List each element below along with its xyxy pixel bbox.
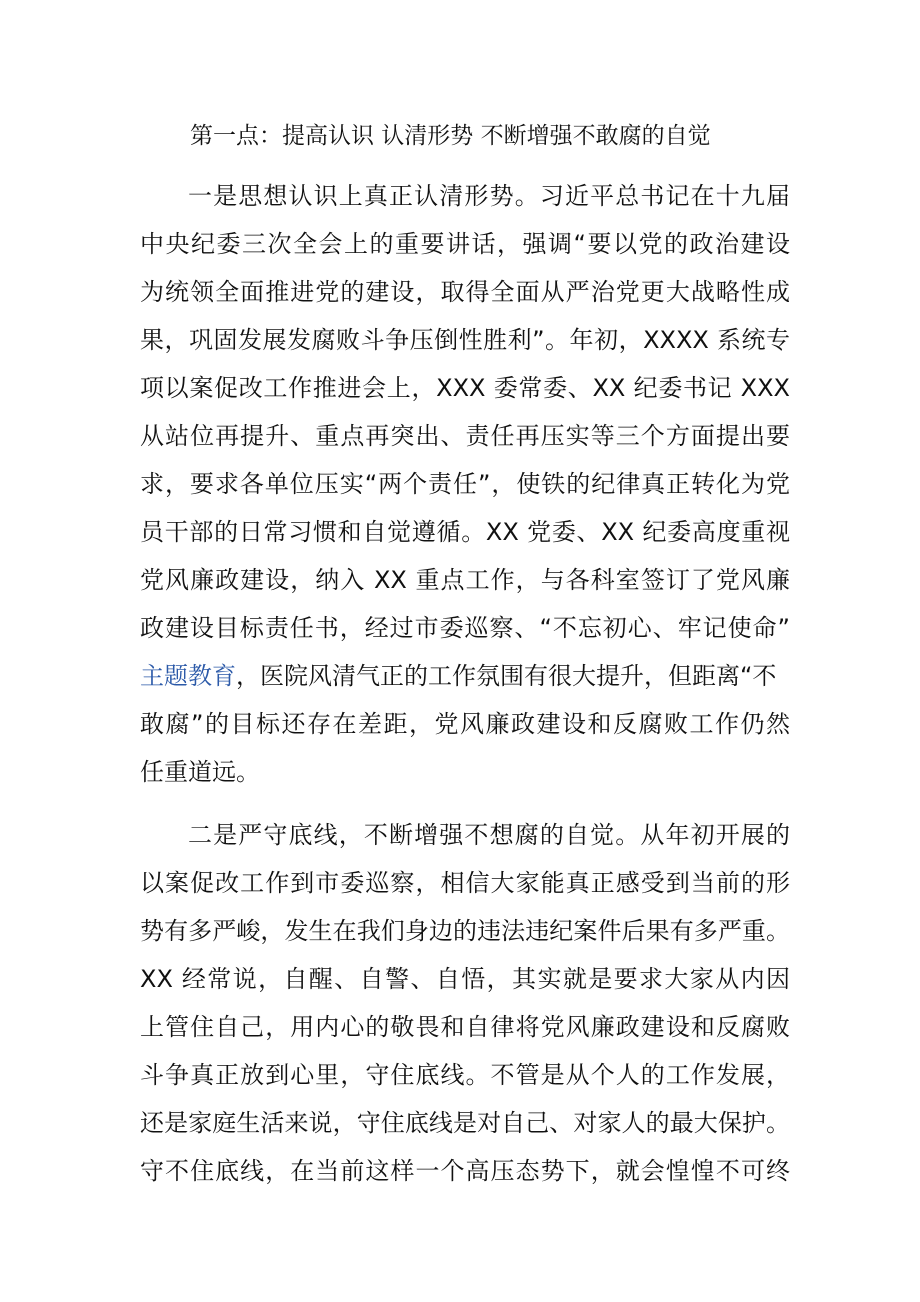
paragraph-line: 一是思想认识上真正认清形势。习近平总书记在十九届 xyxy=(188,182,790,210)
paragraph-line: 势有多严峻，发生在我们身边的违法违纪案件后果有多严重。 xyxy=(140,917,790,945)
paragraph-line: 守不住底线，在当前这样一个高压态势下，就会惶惶不可终 xyxy=(140,1157,790,1185)
paragraph-line: 果，巩固发展发腐败斗争压倒性胜利”。年初，XXXX 系统专 xyxy=(140,326,790,354)
paragraph-line xyxy=(140,652,790,700)
paragraph-line: 员干部的日常习惯和自觉遵循。XX 党委、XX 纪委高度重视 xyxy=(140,518,790,546)
paragraph-line: 从站位再提升、重点再突出、责任再压实等三个方面提出要 xyxy=(140,422,790,450)
paragraph-line: 敢腐”的目标还存在差距，党风廉政建设和反腐败工作仍然 xyxy=(140,710,790,738)
paragraph-line: 上管住自己，用内心的敬畏和自律将党风廉政建设和反腐败 xyxy=(140,1013,790,1041)
topic-education-link[interactable]: 主题教育 xyxy=(140,662,236,690)
paragraph-line: 项以案促改工作推进会上，XXX 委常委、XX 纪委书记 XXX xyxy=(140,374,790,402)
paragraph-line: 以案促改工作到市委巡察，相信大家能真正感受到当前的形 xyxy=(140,869,790,897)
paragraph-line: 中央纪委三次全会上的重要讲话，强调“要以党的政治建设 xyxy=(140,230,790,258)
paragraph-2 xyxy=(140,811,790,1195)
paragraph-line-text: ，医院风清气正的工作氛围有很大提升，但距离“不 xyxy=(236,662,777,690)
paragraph-line: 任重道远。 xyxy=(140,758,260,786)
paragraph-line: 党风廉政建设，纳入 XX 重点工作，与各科室签订了党风廉 xyxy=(140,566,790,594)
paragraph-1 xyxy=(140,172,790,796)
paragraph-line: 求，要求各单位压实“两个责任”，使铁的纪律真正转化为党 xyxy=(140,470,790,498)
paragraph-line: 为统领全面推进党的建设，取得全面从严治党更大战略性成 xyxy=(140,278,790,306)
paragraph-line: 政建设目标责任书，经过市委巡察、“不忘初心、牢记使命” xyxy=(140,614,790,642)
paragraph-line: 斗争真正放到心里，守住底线。不管是从个人的工作发展， xyxy=(140,1061,790,1089)
paragraph-line: 二是严守底线，不断增强不想腐的自觉。从年初开展的 xyxy=(188,821,790,849)
section-heading: 第一点：提高认识 认清形势 不断增强不敢腐的自觉 xyxy=(190,123,711,149)
paragraph-line: XX 经常说，自醒、自警、自悟，其实就是要求大家从内因 xyxy=(140,965,790,993)
paragraph-line: 还是家庭生活来说，守住底线是对自己、对家人的最大保护。 xyxy=(140,1109,790,1137)
